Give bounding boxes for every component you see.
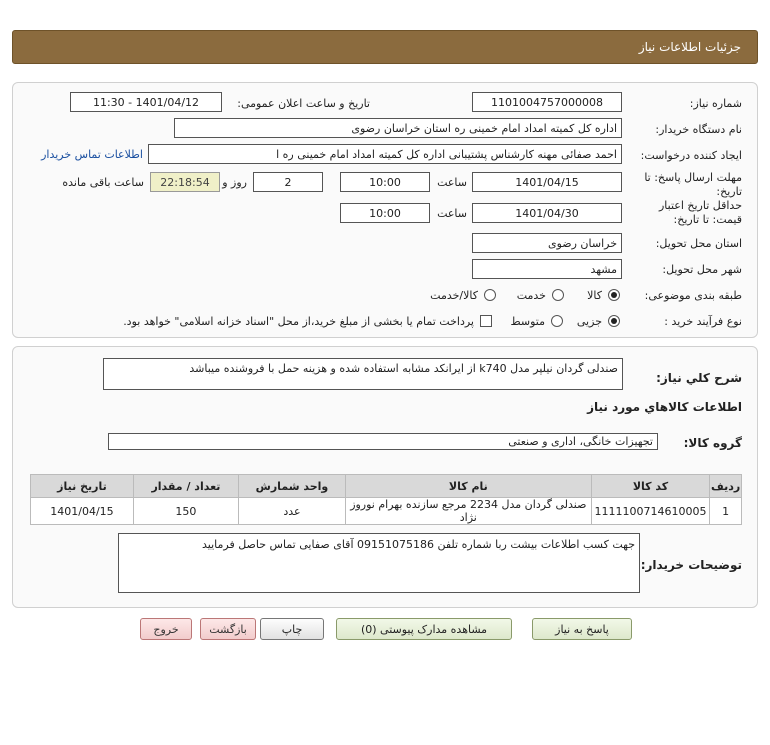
days-field: 2 bbox=[253, 172, 323, 192]
category-both-radio[interactable] bbox=[484, 289, 496, 301]
goods-group-label: گروه كالا: bbox=[683, 436, 742, 450]
announce-field: 1401/04/12 - 11:30 bbox=[70, 92, 222, 112]
days-label: روز و bbox=[222, 176, 247, 189]
remaining-time-label: ساعت باقی مانده bbox=[62, 176, 144, 189]
category-goods-label: کالا bbox=[587, 289, 602, 302]
description-label: شرح كلي نياز: bbox=[656, 371, 742, 385]
reply-time-field: 10:00 bbox=[340, 172, 430, 192]
process-minor-radio[interactable] bbox=[608, 315, 620, 327]
process-medium-label: متوسط bbox=[510, 315, 545, 328]
validity-time-label: ساعت bbox=[437, 207, 467, 220]
creator-label: ایجاد کننده درخواست: bbox=[640, 149, 742, 162]
category-service-radio[interactable] bbox=[552, 289, 564, 301]
reply-date-field: 1401/04/15 bbox=[472, 172, 622, 192]
reply-time-label: ساعت bbox=[437, 176, 467, 189]
print-button[interactable]: چاپ bbox=[260, 618, 324, 640]
category-label: طبقه بندی موضوعی: bbox=[644, 289, 742, 302]
process-minor-label: جزیی bbox=[576, 315, 602, 328]
goods-code-cell: 1111100714610005 bbox=[591, 498, 710, 525]
goods-table bbox=[30, 474, 742, 525]
buyer-notes-field: جهت کسب اطلاعات بیشت ربا شماره تلفن 09151075186 آقای صفایی تماس حاصل فرمایید bbox=[118, 533, 640, 593]
remaining-time-field: 22:18:54 bbox=[150, 172, 220, 192]
unit-cell: عدد bbox=[238, 498, 345, 525]
treasury-payment-note: پرداخت تمام یا بخشی از مبلغ خرید،از محل "اسناد خزانه اسلامی" خواهد بود. bbox=[123, 315, 474, 328]
table-row bbox=[31, 498, 742, 525]
page-title: جزئیات اطلاعات نیاز bbox=[638, 40, 741, 54]
row-number-cell: 1 bbox=[710, 498, 742, 525]
need-number-field: 1101004757000008 bbox=[472, 92, 622, 112]
creator-field: احمد صفائی مهنه کارشناس پشتیبانی اداره کل کمیته امداد امام خمینی ره ا bbox=[148, 144, 622, 164]
process-label: نوع فرآیند خرید : bbox=[664, 315, 742, 328]
category-both-label: کالا/خدمت bbox=[430, 289, 478, 302]
category-goods-radio[interactable] bbox=[608, 289, 620, 301]
column-header: ردیف bbox=[710, 475, 742, 498]
goods-section-title: اطلاعات كالاهاي مورد نياز bbox=[587, 400, 742, 414]
treasury-payment-checkbox[interactable] bbox=[480, 315, 492, 327]
category-service-label: خدمت bbox=[516, 289, 546, 302]
city-field: مشهد bbox=[472, 259, 622, 279]
goods-group-field: تجهیزات خانگی، اداری و صنعتی bbox=[108, 433, 658, 450]
column-header: واحد شمارش bbox=[238, 475, 345, 498]
column-header: کد کالا bbox=[591, 475, 710, 498]
process-medium-radio[interactable] bbox=[551, 315, 563, 327]
validity-label: حداقل تاریخ اعتبار قیمت: تا تاریخ: bbox=[658, 199, 742, 226]
reply-button[interactable]: پاسخ به نیاز bbox=[532, 618, 632, 640]
description-field: صندلی گردان نیلپر مدل k740 از ایرانکد مشابه استفاده شده و هزینه حمل با فروشنده میباشد bbox=[103, 358, 623, 390]
exit-button[interactable]: خروج bbox=[140, 618, 192, 640]
buyer-org-label: نام دستگاه خریدار: bbox=[655, 123, 742, 136]
buyer-org-field: اداره کل کمیته امداد امام خمینی ره استان خراسان رضوی bbox=[174, 118, 622, 138]
province-label: استان محل تحویل: bbox=[655, 237, 742, 250]
quantity-cell: 150 bbox=[133, 498, 238, 525]
back-button[interactable]: بازگشت bbox=[200, 618, 256, 640]
need-number-label: شماره نیاز: bbox=[689, 97, 742, 110]
column-header: تعداد / مقدار bbox=[133, 475, 238, 498]
goods-table-header bbox=[31, 475, 742, 498]
reply-deadline-label: مهلت ارسال پاسخ: تا تاریخ: bbox=[644, 171, 742, 198]
page-header bbox=[12, 30, 758, 64]
need-date-cell: 1401/04/15 bbox=[31, 498, 134, 525]
validity-date-field: 1401/04/30 bbox=[472, 203, 622, 223]
buyer-contact-link[interactable]: اطلاعات تماس خریدار bbox=[41, 148, 143, 161]
column-header: تاریخ نیاز bbox=[31, 475, 134, 498]
province-field: خراسان رضوی bbox=[472, 233, 622, 253]
validity-time-field: 10:00 bbox=[340, 203, 430, 223]
column-header: نام کالا bbox=[346, 475, 592, 498]
announce-label: تاریخ و ساعت اعلان عمومی: bbox=[237, 97, 370, 110]
goods-name-cell: صندلی گردان مدل 2234 مرجع سازنده بهرام نوروز نژاد bbox=[346, 498, 592, 525]
buyer-notes-label: توضیحات خریدار: bbox=[640, 558, 742, 572]
attachments-button[interactable]: مشاهده مدارک پیوستی (0) bbox=[336, 618, 512, 640]
city-label: شهر محل تحویل: bbox=[662, 263, 742, 276]
